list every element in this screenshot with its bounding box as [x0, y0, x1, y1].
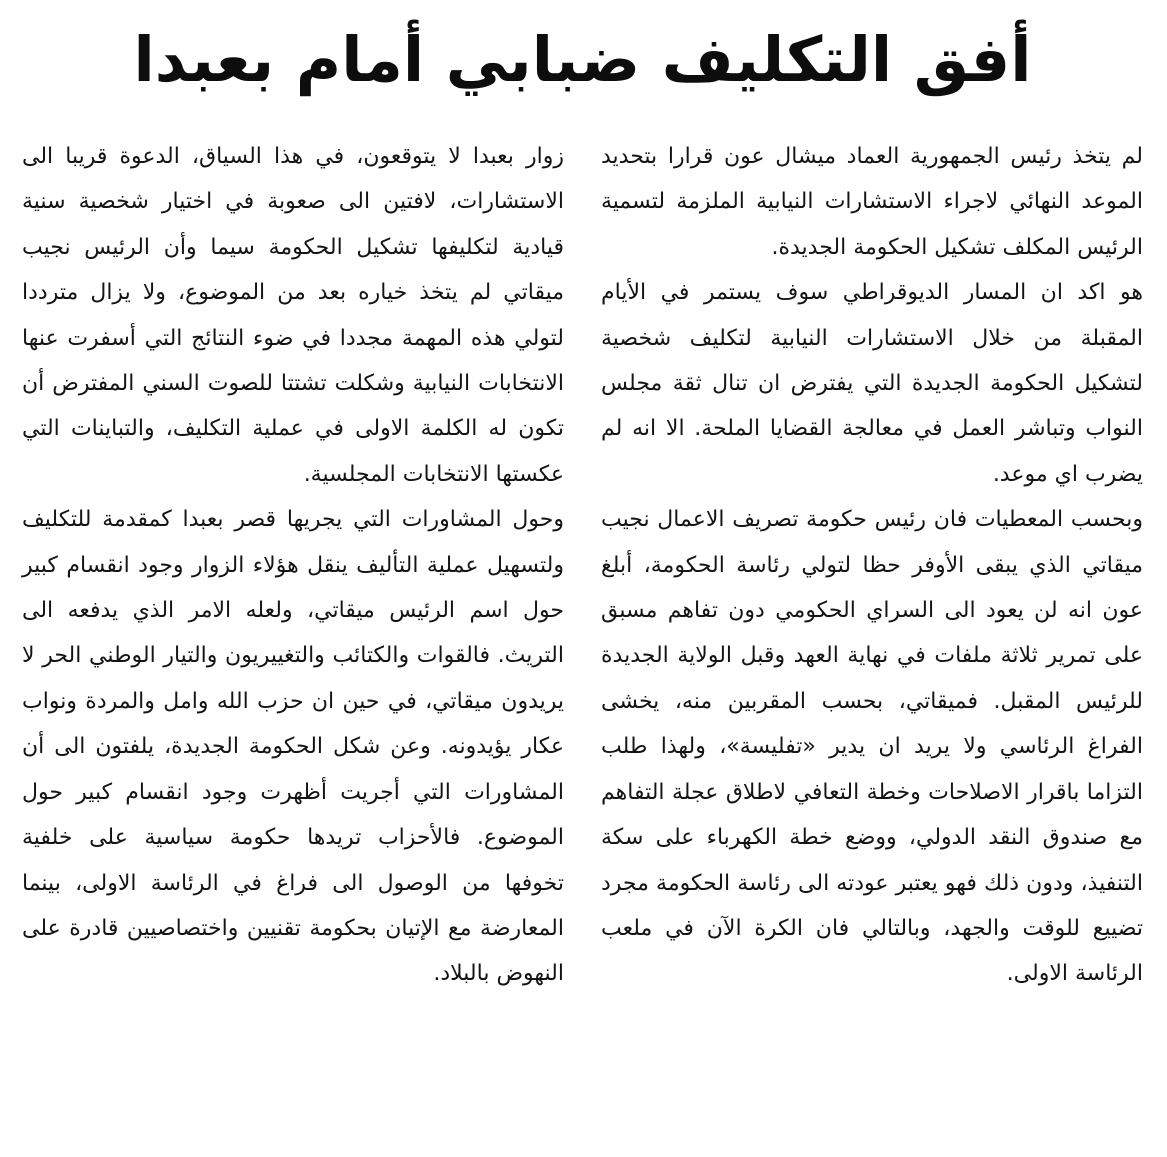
- article-body: [22, 134, 1143, 997]
- right-column: [601, 134, 1143, 997]
- paragraph: هو اكد ان المسار الديوقراطي سوف يستمر في الأيام المقبلة من خلال الاستشارات النيابية لتكليف شخصية لتشكيل الحكومة الجديدة التي يفترض ان تنال ثقة مجلس النواب وتباشر العمل في معالجة القضايا الملحة. الا انه لم يضرب اي موعد.: [601, 280, 1143, 487]
- headline: أفق التكليف ضبابي أمام بعبدا: [133, 23, 1032, 96]
- paragraph: لم يتخذ رئيس الجمهورية العماد ميشال عون قرارا بتحديد الموعد النهائي لاجراء الاستشارات النيابية الملزمة لتسمية الرئيس المكلف تشكيل الحكومة الجديدة.: [601, 144, 1143, 260]
- paragraph: وبحسب المعطيات فان رئيس حكومة تصريف الاعمال نجيب ميقاتي الذي يبقى الأوفر حظا لتولي رئاسة الحكومة، أبلغ عون انه لن يعود الى السراي الحكومي دون تفاهم مسبق على تمرير ثلاثة ملفات في نهاية العهد وقبل الولاية الجديدة للرئيس المقبل. فميقاتي، بحسب المقربين منه، يخشى الفراغ الرئاسي ولا يريد ان يدير «تفليسة»، ولهذا طلب التزاما باقرار الاصلاحات وخطة التعافي لاطلاق عجلة التفاهم مع صندوق النقد الدولي، ووضع خطة الكهرباء على سكة التنفيذ، ودون ذلك فهو يعتبر عودته الى رئاسة الحكومة مجرد تضييع للوقت والجهد، وبالتالي فان الكرة الآن في ملعب الرئاسة الاولى.: [601, 507, 1143, 987]
- paragraph: وحول المشاورات التي يجريها قصر بعبدا كمقدمة للتكليف ولتسهيل عملية التأليف ينقل هؤلاء الزوار وجود انقسام كبير حول اسم الرئيس ميقاتي، ولعله الامر الذي يدفعه الى التريث. فالقوات والكتائب والتغييريون والتيار الوطني الحر لا يريدون ميقاتي، في حين ان حزب الله وامل والمردة ونواب عكار يؤيدونه. وعن شكل الحكومة الجديدة، يلفتون الى أن المشاورات التي أجريت أظهرت وجود انقسام كبير حول الموضوع. فالأحزاب تريدها حكومة سياسية على خلفية تخوفها من الوصول الى فراغ في الرئاسة الاولى، بينما المعارضة مع الإتيان بحكومة تقنيين واختصاصيين قادرة على النهوض بالبلاد.: [22, 507, 564, 987]
- left-column: [22, 134, 564, 997]
- paragraph: زوار بعبدا لا يتوقعون، في هذا السياق، الدعوة قريبا الى الاستشارات، لافتين الى صعوبة في اختيار شخصية سنية قيادية لتكليفها تشكيل الحكومة سيما وأن الرئيس نجيب ميقاتي لم يتخذ خياره بعد من الموضوع، ولا يزال مترددا لتولي هذه المهمة مجددا في ضوء النتائج التي أسفرت عنها الانتخابات النيابية وشكلت تشتتا للصوت السني المفترض أن تكون له الكلمة الاولى في عملية التكليف، والتباينات التي عكستها الانتخابات المجلسية.: [22, 144, 564, 487]
